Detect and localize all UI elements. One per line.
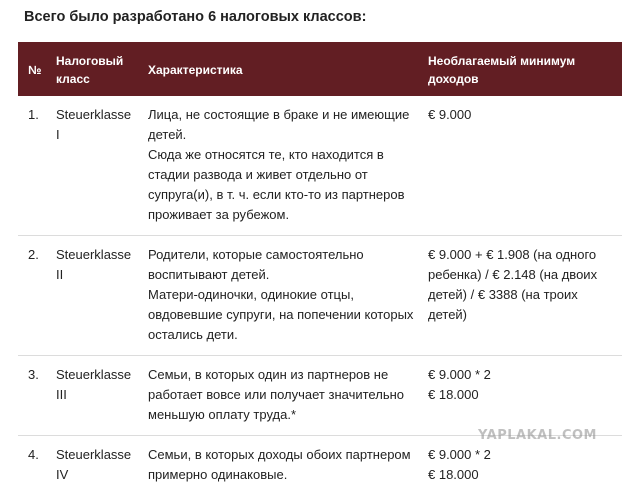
row-minimum [422,356,622,436]
minimum-line: € 18.000 [428,465,616,485]
row-class: Steuerklasse I [50,96,142,236]
table-row [18,436,622,495]
row-description [142,356,422,436]
table-row [18,356,622,436]
row-description [142,96,422,236]
minimum-line: € 9.000 + € 1.908 (на одного ребенка) / € 2.148 (на двоих детей) / € 3388 (на троих детей) [428,245,616,325]
header-num: № [18,42,50,96]
row-num: 3. [18,356,50,436]
row-class: Steuerklasse IV [50,436,142,495]
row-description [142,236,422,356]
description-line: Лица, не состоящие в браке и не имеющие детей. [148,105,416,145]
header-minimum: Необлагаемый минимум доходов [422,42,622,96]
minimum-line: € 9.000 * 2 [428,445,616,465]
row-num: 1. [18,96,50,236]
watermark: YAPLAKAL.COM [478,428,597,443]
row-num: 2. [18,236,50,356]
row-num: 4. [18,436,50,495]
table-header-row [18,42,622,96]
row-minimum [422,436,622,495]
minimum-line: € 9.000 * 2 [428,365,616,385]
header-description: Характеристика [142,42,422,96]
page-heading: Всего было разработано 6 налоговых классов: [24,9,366,25]
description-line: Родители, которые самостоятельно воспитывают детей. [148,245,416,285]
row-minimum [422,96,622,236]
description-line: Семьи, в которых один из партнеров не работает вовсе или получает значительно меньшую оплату труда.* [148,365,416,425]
description-line: Сюда же относятся те, кто находится в стадии развода и живет отдельно от супруга(и), в т. ч. если кто-то из партнеров проживает за рубежом. [148,145,416,225]
description-line: Матери-одиночки, одинокие отцы, овдовевшие супруги, на попечении которых остались дети. [148,285,416,345]
row-description [142,436,422,495]
minimum-line: € 9.000 [428,105,616,125]
row-minimum [422,236,622,356]
row-class: Steuerklasse III [50,356,142,436]
description-line: Семьи, в которых доходы обоих партнером примерно одинаковые. [148,445,416,485]
header-class: Налоговый класс [50,42,142,96]
table-row [18,96,622,236]
table-row [18,236,622,356]
row-class: Steuerklasse II [50,236,142,356]
minimum-line: € 18.000 [428,385,616,405]
